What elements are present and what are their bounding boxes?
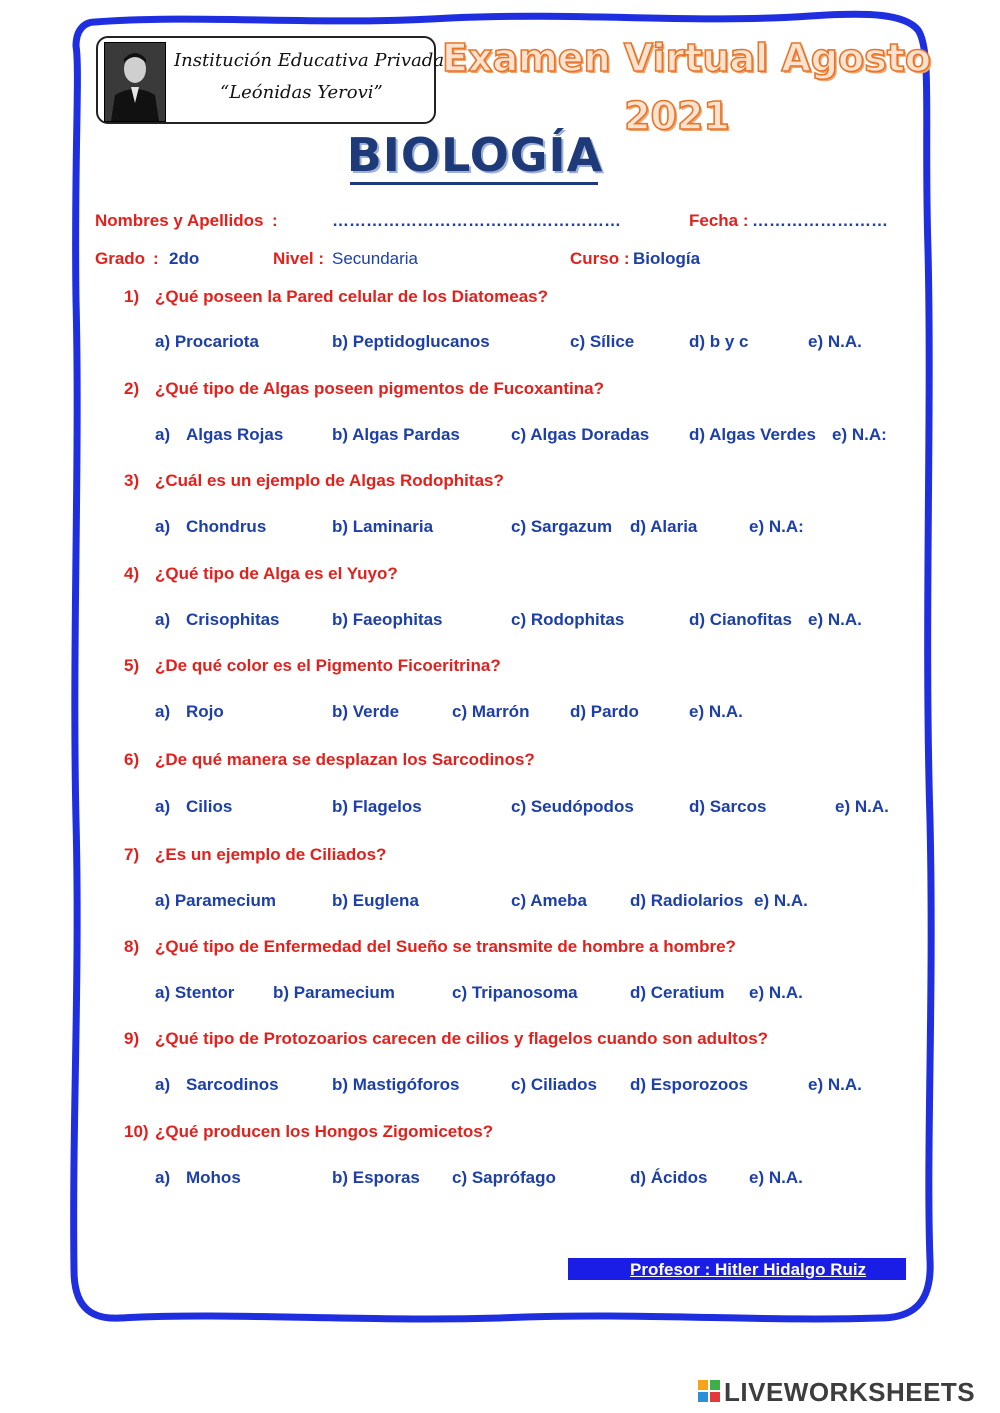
question-1-number: 1) — [124, 287, 140, 306]
question-10-option-a[interactable]: Mohos — [186, 1168, 241, 1187]
question-5-option-a-letter[interactable]: a) — [155, 702, 171, 721]
teacher-name: Profesor : Hitler Hidalgo Ruiz — [630, 1260, 867, 1279]
question-5-option-e[interactable]: e) N.A. — [689, 702, 743, 721]
question-5-option-a[interactable]: Rojo — [186, 702, 224, 721]
question-6-option-c[interactable]: c) Seudópodos — [511, 797, 634, 816]
question-9-text: ¿Qué tipo de Protozoarios carecen de cilios y flagelos cuando son adultos? — [155, 1029, 769, 1048]
names-colon: : — [272, 211, 278, 230]
question-2-option-e[interactable]: e) N.A: — [832, 425, 887, 444]
question-6-option-a[interactable]: Cilios — [186, 797, 233, 816]
question-9-option-b[interactable]: b) Mastigóforos — [332, 1075, 460, 1094]
school-name-line2: “Leónidas Yerovi” — [220, 82, 383, 103]
question-10-text: ¿Qué producen los Hongos Zigomicetos? — [155, 1122, 494, 1141]
level-value: Secundaria — [332, 249, 419, 268]
question-10-option-d[interactable]: d) Ácidos — [630, 1168, 708, 1187]
question-9-option-a-letter[interactable]: a) — [155, 1075, 171, 1094]
liveworksheets-brand: LIVEWORKSHEETS — [724, 1377, 976, 1407]
question-7-text: ¿Es un ejemplo de Ciliados? — [155, 845, 387, 864]
question-10-option-e[interactable]: e) N.A. — [749, 1168, 803, 1187]
question-3-option-a[interactable]: Chondrus — [186, 517, 267, 536]
founder-portrait — [104, 42, 166, 122]
question-7-option-d[interactable]: d) Radiolarios — [630, 891, 744, 910]
grade-colon: : — [153, 249, 159, 268]
question-8-option-a[interactable]: a) Stentor — [155, 983, 235, 1002]
question-5-option-c[interactable]: c) Marrón — [452, 702, 530, 721]
question-3-option-e[interactable]: e) N.A: — [749, 517, 804, 536]
subject-underline — [350, 182, 598, 185]
question-2-option-c[interactable]: c) Algas Doradas — [511, 425, 650, 444]
question-9-option-a[interactable]: Sarcodinos — [186, 1075, 279, 1094]
course-label: Curso : — [570, 249, 630, 268]
question-1-option-a[interactable]: a) Procariota — [155, 332, 259, 351]
question-6-option-e[interactable]: e) N.A. — [835, 797, 889, 816]
question-1-option-b[interactable]: b) Peptidoglucanos — [332, 332, 490, 351]
question-3-number: 3) — [124, 471, 140, 490]
question-9-option-c[interactable]: c) Ciliados — [511, 1075, 597, 1094]
question-9-option-d[interactable]: d) Esporozoos — [630, 1075, 749, 1094]
question-1-option-e[interactable]: e) N.A. — [808, 332, 862, 351]
question-10-number: 10) — [124, 1122, 149, 1141]
question-8-number: 8) — [124, 937, 140, 956]
question-1-option-c[interactable]: c) Sílice — [570, 332, 635, 351]
question-2-option-d[interactable]: d) Algas Verdes — [689, 425, 816, 444]
question-6-option-b[interactable]: b) Flagelos — [332, 797, 422, 816]
question-4-number: 4) — [124, 564, 140, 583]
exam-title-line1: Examen Virtual Agosto — [442, 36, 931, 80]
question-4-option-a-letter[interactable]: a) — [155, 610, 171, 629]
question-4-option-c[interactable]: c) Rodophitas — [511, 610, 625, 629]
question-9-number: 9) — [124, 1029, 140, 1048]
question-7-option-a[interactable]: a) Paramecium — [155, 891, 276, 910]
subject-title: BIOLOGÍA — [346, 128, 604, 182]
question-4-option-a[interactable]: Crisophitas — [186, 610, 280, 629]
question-8-option-d[interactable]: d) Ceratium — [630, 983, 725, 1002]
grade-value: 2do — [169, 249, 200, 268]
question-4-text: ¿Qué tipo de Alga es el Yuyo? — [155, 564, 398, 583]
date-blank[interactable]: …………………… — [752, 211, 888, 230]
course-value: Biología — [633, 249, 701, 268]
question-8-option-b[interactable]: b) Paramecium — [273, 983, 395, 1002]
portrait-image — [105, 43, 165, 121]
names-label: Nombres y Apellidos — [95, 211, 264, 230]
question-2-number: 2) — [124, 379, 140, 398]
question-6-option-a-letter[interactable]: a) — [155, 797, 171, 816]
question-10-option-c[interactable]: c) Saprófago — [452, 1168, 556, 1187]
liveworksheets-logo-icon — [698, 1380, 720, 1402]
question-2-option-b[interactable]: b) Algas Pardas — [332, 425, 460, 444]
question-6-text: ¿De qué manera se desplazan los Sarcodinos? — [155, 750, 535, 769]
question-4-option-d[interactable]: d) Cianofitas — [689, 610, 792, 629]
question-3-option-d[interactable]: d) Alaria — [630, 517, 698, 536]
question-6-number: 6) — [124, 750, 140, 769]
question-2-option-a-letter[interactable]: a) — [155, 425, 171, 444]
question-8-option-c[interactable]: c) Tripanosoma — [452, 983, 578, 1002]
question-8-option-e[interactable]: e) N.A. — [749, 983, 803, 1002]
question-3-option-a-letter[interactable]: a) — [155, 517, 171, 536]
school-header-box — [96, 36, 445, 124]
question-4-option-e[interactable]: e) N.A. — [808, 610, 862, 629]
question-9-option-e[interactable]: e) N.A. — [808, 1075, 862, 1094]
question-3-option-c[interactable]: c) Sargazum — [511, 517, 613, 536]
question-7-option-e[interactable]: e) N.A. — [754, 891, 808, 910]
question-3-text: ¿Cuál es un ejemplo de Algas Rodophitas? — [155, 471, 504, 490]
level-label: Nivel : — [273, 249, 325, 268]
question-8-text: ¿Qué tipo de Enfermedad del Sueño se transmite de hombre a hombre? — [155, 937, 736, 956]
question-3-option-b[interactable]: b) Laminaria — [332, 517, 434, 536]
question-10-option-a-letter[interactable]: a) — [155, 1168, 171, 1187]
question-5-option-d[interactable]: d) Pardo — [570, 702, 639, 721]
question-5-text: ¿De qué color es el Pigmento Ficoeritrina? — [155, 656, 501, 675]
question-7-option-b[interactable]: b) Euglena — [332, 891, 419, 910]
question-4-option-b[interactable]: b) Faeophitas — [332, 610, 443, 629]
question-1-text: ¿Qué poseen la Pared celular de los Diatomeas? — [155, 287, 549, 306]
question-1-option-d[interactable]: d) b y c — [689, 332, 749, 351]
exam-title-line2: 2021 — [624, 94, 730, 138]
question-7-number: 7) — [124, 845, 140, 864]
school-name-line1: Institución Educativa Privada — [174, 50, 445, 71]
question-10-option-b[interactable]: b) Esporas — [332, 1168, 420, 1187]
question-5-number: 5) — [124, 656, 140, 675]
question-5-option-b[interactable]: b) Verde — [332, 702, 400, 721]
question-6-option-d[interactable]: d) Sarcos — [689, 797, 767, 816]
question-2-option-a[interactable]: Algas Rojas — [186, 425, 284, 444]
date-label: Fecha : — [689, 211, 749, 230]
question-2-text: ¿Qué tipo de Algas poseen pigmentos de Fucoxantina? — [155, 379, 604, 398]
question-7-option-c[interactable]: c) Ameba — [511, 891, 587, 910]
grade-label: Grado — [95, 249, 146, 268]
names-blank[interactable]: …………………………………………… — [332, 211, 621, 230]
